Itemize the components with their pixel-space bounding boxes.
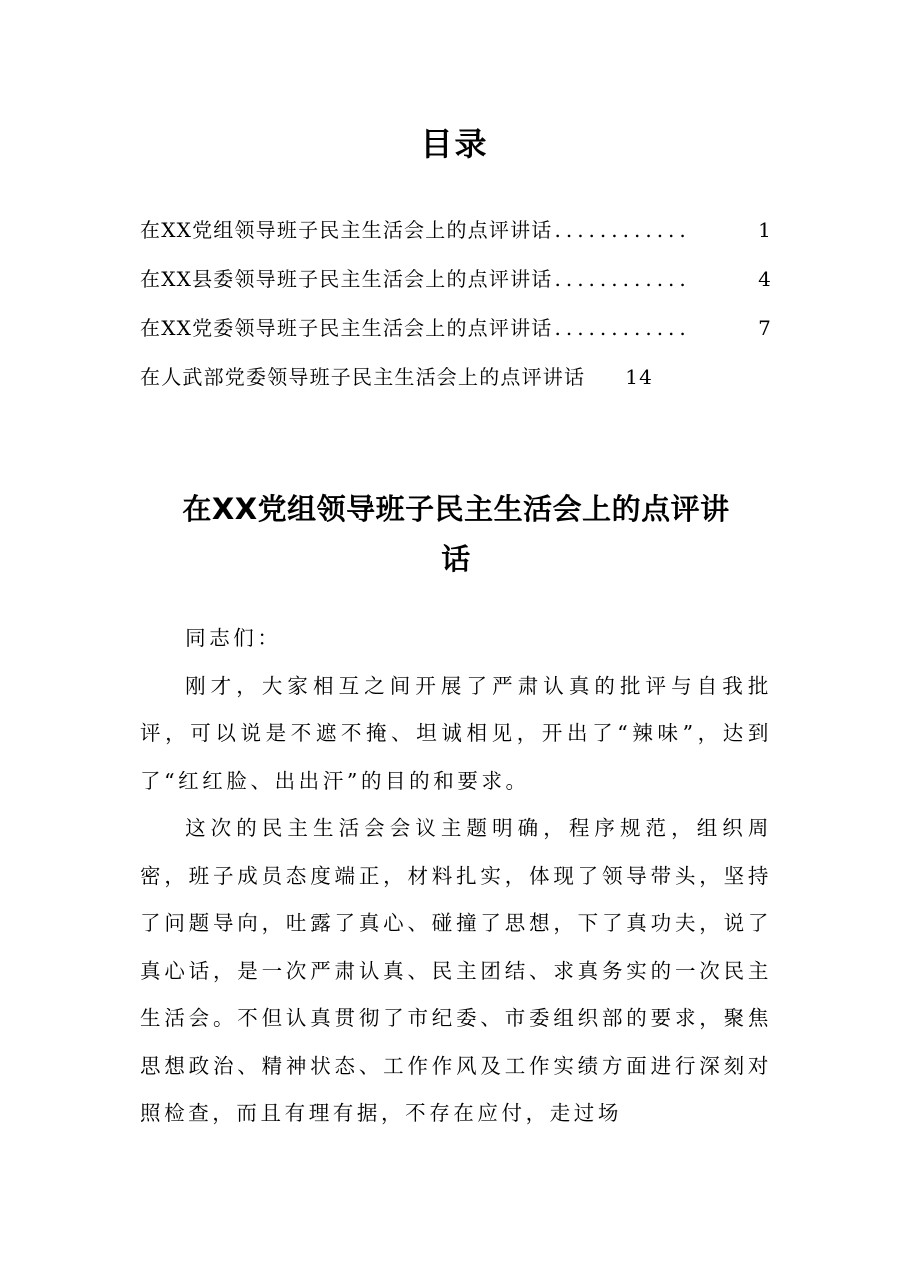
article-body	[140, 615, 772, 1138]
toc-entry-leader: ............	[554, 267, 691, 291]
article-title-line: 话	[441, 542, 471, 576]
body-paragraph: 这次的民主生活会会议主题明确，程序规范，组织周密，班子成员态度端正，材料扎实，体现了领导带头，坚持了问题导向，吐露了真心、碰撞了思想，下了真功夫，说了真心话，是一次严肃认真、民主团结、求真务实的一次民主生活会。不但认真贯彻了市纪委、市委组织部的要求，聚焦思想政治、精神状态、工作作风及工作实绩方面进行深刻对照检查，而且有理有据，不存在应付，走过场	[140, 816, 772, 1125]
toc-entry[interactable]	[140, 255, 772, 304]
toc-entry-page: 14	[625, 365, 654, 389]
toc-entry-text: 在XX县委领导班子民主生活会上的点评讲话	[140, 267, 553, 291]
toc-entry[interactable]	[140, 304, 772, 353]
toc-entry-text: 在人武部党委领导班子民主生活会上的点评讲话	[140, 365, 586, 389]
article-title-line: 在XX党组领导班子民主生活会上的点评讲	[182, 492, 730, 526]
toc-entry-page: 1	[758, 218, 772, 242]
table-of-contents	[140, 206, 772, 402]
toc-entry-page: 4	[758, 267, 772, 291]
toc-entry-text: 在XX党委领导班子民主生活会上的点评讲话	[140, 316, 553, 340]
body-paragraph: 刚才，大家相互之间开展了严肃认真的批评与自我批评，可以说是不遮不掩、坦诚相见，开出了“辣味”，达到了“红红脸、出出汗”的目的和要求。	[140, 673, 772, 793]
toc-entry-leader: ............	[554, 316, 691, 340]
salutation: 同志们：	[185, 626, 282, 650]
toc-entry-page: 7	[758, 316, 772, 340]
article-title	[140, 484, 772, 584]
toc-entry[interactable]	[140, 353, 772, 402]
toc-entry-leader: ............	[554, 218, 691, 242]
toc-entry-text: 在XX党组领导班子民主生活会上的点评讲话	[140, 218, 553, 242]
toc-entry[interactable]	[140, 206, 772, 255]
toc-title: 目录	[420, 125, 489, 163]
